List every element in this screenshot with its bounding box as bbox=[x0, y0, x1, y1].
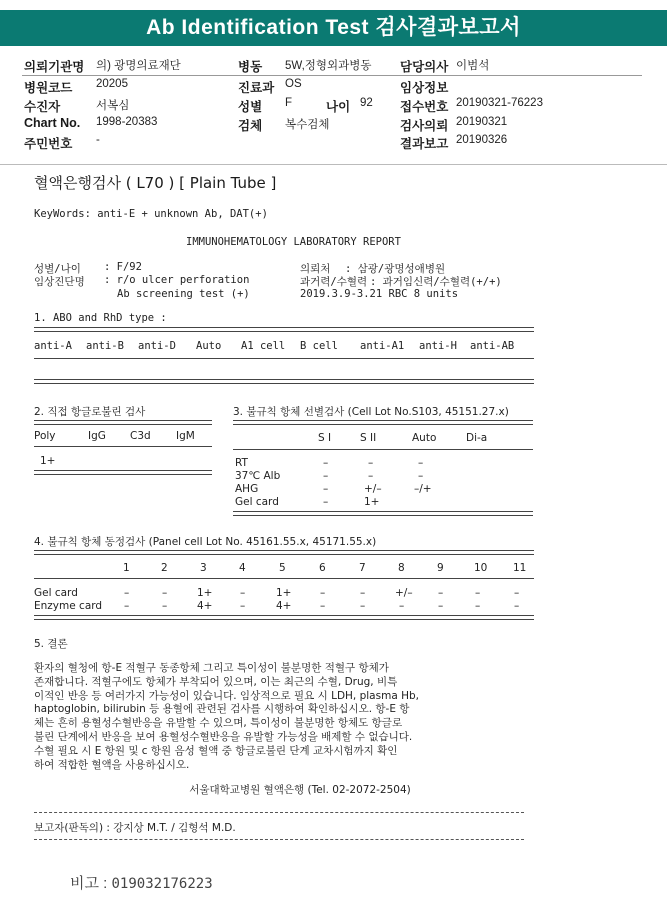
abo-column-header: anti-A bbox=[34, 340, 72, 352]
panel-cell: – bbox=[320, 587, 326, 599]
info-value: : r/o ulcer perforation bbox=[104, 274, 250, 286]
conclusion-line: 체는 흔히 용혈성수혈반응을 유발할 수 있으며, 특이성이 불분명한 항체도 항글로 bbox=[34, 717, 403, 730]
header-label: 병동 bbox=[238, 60, 263, 74]
panel-cell: – bbox=[124, 600, 130, 612]
screen-cell: – bbox=[323, 470, 329, 482]
header-label: 의뢰기관명 bbox=[24, 60, 85, 74]
screen-cell: – bbox=[323, 496, 329, 508]
header-value: F bbox=[285, 97, 293, 109]
screen-cell: – bbox=[323, 457, 329, 469]
abo-column-header: anti-A1 bbox=[360, 340, 405, 352]
header-label: 수진자 bbox=[24, 100, 61, 114]
header-label: 임상정보 bbox=[400, 81, 449, 95]
conclusion-line: haptoglobin, bilirubin 등 용혈에 관련된 검사를 시행하여 확인하십시오. 항-E 항 bbox=[34, 703, 410, 716]
conclusion-line: 이적인 반응 등 여러가지 가능성이 있습니다. 임상적으로 필요 시 LDH, plasma Hb, bbox=[34, 689, 419, 702]
dat-value: 1+ bbox=[40, 455, 56, 467]
abo-column-header: Auto bbox=[196, 340, 222, 352]
panel-cell-number: 6 bbox=[319, 562, 326, 574]
abo-column-header: B cell bbox=[300, 340, 338, 352]
header-value: 복수검체 bbox=[285, 119, 330, 131]
abo-column-header: anti-AB bbox=[470, 340, 515, 352]
panel-cell-number: 10 bbox=[474, 562, 488, 574]
header-label: 접수번호 bbox=[400, 100, 449, 114]
dat-column-header: IgG bbox=[88, 430, 106, 442]
panel-cell-number: 9 bbox=[437, 562, 444, 574]
screen-cell: – bbox=[368, 457, 374, 469]
panel-cell-number: 11 bbox=[513, 562, 527, 574]
dat-column-header: C3d bbox=[130, 430, 151, 442]
panel-cell: – bbox=[360, 600, 366, 612]
remark-label: 비고 : bbox=[70, 875, 108, 892]
info-value: 2019.3.9-3.21 RBC 8 units bbox=[300, 288, 459, 300]
panel-cell: 4+ bbox=[197, 600, 213, 612]
panel-cell: – bbox=[514, 587, 520, 599]
conclusion-line: 하여 적합한 혈액을 사용하십시오. bbox=[34, 758, 190, 771]
panel-cell: – bbox=[162, 587, 168, 599]
screen-row-label: 37℃ Alb bbox=[235, 470, 281, 482]
header-label: 진료과 bbox=[238, 81, 275, 95]
panel-cell-number: 3 bbox=[200, 562, 207, 574]
screen-cell: – bbox=[418, 457, 424, 469]
info-value: : F/92 bbox=[104, 261, 142, 273]
panel-cell-number: 8 bbox=[398, 562, 405, 574]
section3-title: 3. 불규칙 항체 선별검사 (Cell Lot No.S103, 45151.27.x) bbox=[233, 406, 509, 418]
panel-cell: 1+ bbox=[197, 587, 213, 599]
info-label: 임상진단명 bbox=[34, 276, 85, 288]
panel-cell-number: 1 bbox=[123, 562, 130, 574]
report-heading: 혈액은행검사 ( L70 ) [ Plain Tube ] bbox=[34, 174, 277, 192]
age-label: 나이 bbox=[326, 100, 351, 114]
info-value: : 과거임신력/수혈력(+/+) bbox=[370, 276, 502, 288]
header-value: 5W,정형외과병동 bbox=[285, 60, 372, 72]
header-value: - bbox=[96, 134, 100, 146]
age-value: 92 bbox=[360, 97, 373, 109]
report-title: Ab Identification Test 검사결과보고서 bbox=[0, 10, 667, 46]
screen-cell: –/+ bbox=[414, 483, 432, 495]
panel-cell: – bbox=[514, 600, 520, 612]
header-label: 담당의사 bbox=[400, 60, 449, 74]
screen-cell: – bbox=[368, 470, 374, 482]
screen-cell: +/– bbox=[364, 483, 382, 495]
header-value: 1998-20383 bbox=[96, 116, 158, 128]
abo-column-header: anti-D bbox=[138, 340, 176, 352]
panel-row-label: Enzyme card bbox=[34, 600, 103, 612]
conclusion-line: 환자의 혈청에 항-E 적혈구 동종항체 그리고 특이성이 불분명한 적혈구 항체가 bbox=[34, 662, 389, 674]
dat-column-header: IgM bbox=[176, 430, 195, 442]
screen-row-label: RT bbox=[235, 457, 248, 469]
remark-value: 019032176223 bbox=[111, 876, 213, 892]
screen-column-header: Di-a bbox=[466, 432, 488, 444]
section2-title: 2. 직접 항글로불린 검사 bbox=[34, 406, 146, 418]
header-label: 검체 bbox=[238, 119, 263, 133]
abo-column-header: anti-H bbox=[419, 340, 457, 352]
screen-cell: 1+ bbox=[364, 496, 380, 508]
screen-column-header: Auto bbox=[412, 432, 437, 444]
info-value: : 삼광/광명성애병원 bbox=[345, 263, 446, 275]
panel-cell: – bbox=[360, 587, 366, 599]
dat-column-header: Poly bbox=[34, 430, 56, 442]
header-value: 서복심 bbox=[96, 100, 130, 112]
header-label: 검사의뢰 bbox=[400, 119, 449, 133]
header-label: 주민번호 bbox=[24, 137, 73, 151]
header-label: 결과보고 bbox=[400, 137, 449, 151]
header-value: OS bbox=[285, 78, 302, 90]
panel-cell: – bbox=[240, 587, 246, 599]
panel-cell-number: 7 bbox=[359, 562, 366, 574]
panel-cell: – bbox=[320, 600, 326, 612]
panel-cell: – bbox=[124, 587, 130, 599]
abo-column-header: A1 cell bbox=[241, 340, 286, 352]
info-value: Ab screening test (+) bbox=[117, 288, 250, 300]
panel-row-label: Gel card bbox=[34, 587, 78, 599]
header-label: 성별 bbox=[238, 100, 263, 114]
screen-column-header: S I bbox=[318, 432, 332, 444]
header-value: 이범석 bbox=[456, 60, 490, 72]
panel-cell: – bbox=[240, 600, 246, 612]
remark bbox=[70, 872, 213, 893]
hospital-line: 서울대학교병원 혈액은행 (Tel. 02-2072-2504) bbox=[189, 784, 411, 796]
panel-cell-number: 5 bbox=[279, 562, 286, 574]
conclusion-line: 존재합니다. 적혈구에도 항체가 부착되어 있으며, 이는 최근의 수혈, Drug, 비특 bbox=[34, 675, 398, 688]
panel-cell-number: 2 bbox=[161, 562, 168, 574]
screen-cell: – bbox=[323, 483, 329, 495]
screen-cell: – bbox=[418, 470, 424, 482]
screen-row-label: Gel card bbox=[235, 496, 279, 508]
panel-cell-number: 4 bbox=[239, 562, 246, 574]
header-value: 20190326 bbox=[456, 134, 508, 146]
panel-cell: – bbox=[162, 600, 168, 612]
panel-cell: +/– bbox=[395, 587, 413, 599]
info-label: 성별/나이 bbox=[34, 263, 81, 275]
conclusion-line: 불린 단계에서 반응을 보여 용혈성수혈반응을 유발할 가능성을 배제할 수 없습니다. bbox=[34, 731, 413, 743]
keywords: KeyWords: anti-E + unknown Ab, DAT(+) bbox=[34, 208, 268, 220]
screen-row-label: AHG bbox=[235, 483, 259, 495]
reporter-line: 보고자(판독의) : 강지상 M.T. / 김형석 M.D. bbox=[34, 822, 236, 834]
header-value: 20205 bbox=[96, 78, 128, 90]
section4-title: 4. 불규칙 항체 동정검사 (Panel cell Lot No. 45161.55.x, 45171.55.x) bbox=[34, 536, 377, 548]
header-label: Chart No. bbox=[24, 116, 81, 130]
panel-cell: – bbox=[475, 587, 481, 599]
abo-column-header: anti-B bbox=[86, 340, 124, 352]
panel-cell: – bbox=[438, 587, 444, 599]
info-label: 과거력/수혈력 bbox=[300, 276, 368, 288]
info-label: 의뢰처 bbox=[300, 263, 331, 275]
panel-cell: – bbox=[475, 600, 481, 612]
header-value: 20190321 bbox=[456, 116, 508, 128]
panel-cell: – bbox=[399, 600, 405, 612]
section5-title: 5. 결론 bbox=[34, 638, 68, 650]
lab-title: IMMUNOHEMATOLOGY LABORATORY REPORT bbox=[186, 236, 401, 248]
screen-column-header: S II bbox=[360, 432, 377, 444]
conclusion-line: 수혈 필요 시 E 항원 및 c 항원 음성 혈액 중 항글로불린 단계 교차시험까지 확인 bbox=[34, 744, 398, 757]
panel-cell: – bbox=[438, 600, 444, 612]
panel-cell: 1+ bbox=[276, 587, 292, 599]
header-value: 의) 광명의료재단 bbox=[96, 60, 181, 72]
header-value: 20190321-76223 bbox=[456, 97, 543, 109]
section1-title: 1. ABO and RhD type : bbox=[34, 312, 167, 324]
header-label: 병원코드 bbox=[24, 81, 73, 95]
panel-cell: 4+ bbox=[276, 600, 292, 612]
